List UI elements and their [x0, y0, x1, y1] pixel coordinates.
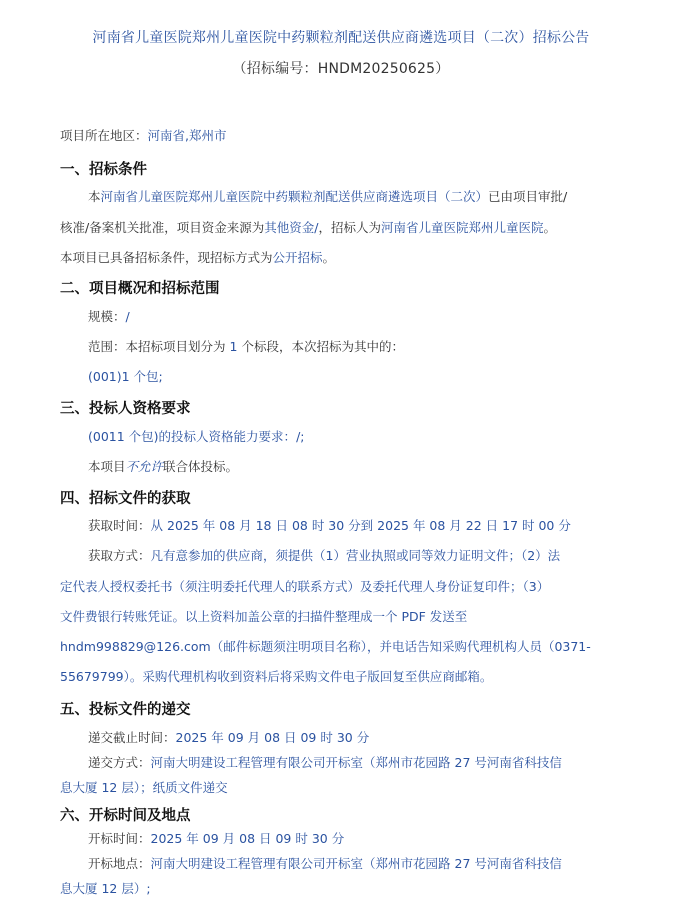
section-heading-bidding-conditions: 一、招标条件 — [60, 162, 147, 178]
text: 。 — [543, 220, 556, 235]
opening-place-label: 开标地点： — [88, 856, 151, 871]
range-line — [88, 339, 404, 355]
section-heading-document-acquisition: 四、招标文件的获取 — [60, 491, 191, 507]
funding-source: 其他资金/ — [264, 220, 319, 235]
section-heading-project-overview: 二、项目概况和招标范围 — [60, 281, 220, 297]
scale-value: / — [125, 309, 130, 324]
text: 本项目 — [88, 459, 126, 474]
time-label: 获取时间： — [88, 518, 151, 533]
method-text: 河南大明建设工程管理有限公司开标室（郑州市花园路 27 号河南省科技信 — [150, 755, 562, 770]
deadline-label: 递交截止时间： — [88, 730, 176, 745]
text: 已由项目审批/ — [488, 189, 568, 204]
acquisition-method-line-5: 55679799）。采购代理机构收到资料后将采购文件电子版回复至供应商邮箱。 — [60, 669, 493, 684]
bid-number: （招标编号：HNDM20250625） — [232, 61, 450, 77]
bidding-method: 公开招标 — [272, 250, 323, 265]
acquisition-method-line-2: 定代表人授权委托书（须注明委托代理人的联系方式）及委托代理人身份证复印件；（3） — [60, 579, 550, 594]
submission-deadline-line — [88, 730, 369, 746]
tenderer-name: 河南省儿童医院郑州儿童医院 — [380, 220, 544, 235]
text: 联合体投标。 — [163, 459, 239, 474]
package-line: (001)1 个包; — [88, 369, 163, 384]
acquisition-method-line-4: hndm998829@126.com（邮件标题须注明项目名称），并电话告知采购代理机构人员（0371- — [60, 639, 591, 654]
joint-bid-line — [88, 459, 238, 475]
conditions-line-1 — [88, 189, 567, 205]
opening-time-label: 开标时间： — [88, 831, 151, 846]
text: 本项目已具备招标条件，现招标方式为 — [60, 250, 273, 265]
text: 范围：本招标项目划分为 — [88, 339, 226, 354]
opening-time-line — [88, 831, 344, 847]
acquisition-method-line-1 — [88, 548, 560, 564]
submission-method-line-2: 息大厦 12 层）；纸质文件递交 — [60, 780, 228, 795]
scale-label: 规模： — [88, 309, 126, 324]
opening-place-line-1 — [88, 856, 562, 872]
section-heading-bid-submission: 五、投标文件的递交 — [60, 702, 191, 718]
project-name: 河南省儿童医院郑州儿童医院中药颗粒剂配送供应商遴选项目（二次） — [100, 189, 489, 204]
text: 个标段，本次招标为其中的： — [241, 339, 404, 354]
location-value: 河南省,郑州市 — [147, 128, 227, 143]
method-label: 获取方式： — [88, 548, 151, 563]
opening-time-value: 2025 年 09 月 08 日 09 时 30 分 — [150, 831, 345, 846]
package-ref: (0011 个包) — [88, 429, 159, 444]
time-value: 从 2025 年 08 月 18 日 08 时 30 分到 2025 年 08 月 22 日 17 时 00 分 — [150, 518, 571, 533]
project-location — [60, 128, 227, 144]
submission-method-line-1 — [88, 755, 562, 771]
text: 。 — [322, 250, 336, 265]
section-heading-bidder-qualification: 三、投标人资格要求 — [60, 401, 191, 417]
conditions-line-3 — [60, 250, 335, 266]
acquisition-method-line-3: 文件费银行转账凭证。以上资料加盖公章的扫描件整理成一个 PDF 发送至 — [60, 609, 468, 624]
acquisition-time-line — [88, 518, 571, 534]
opening-place-text: 河南大明建设工程管理有限公司开标室（郑州市花园路 27 号河南省科技信 — [150, 856, 562, 871]
section-heading-bid-opening: 六、开标时间及地点 — [60, 808, 191, 824]
conditions-line-2 — [60, 220, 556, 236]
joint-bid-status: 不允许 — [125, 459, 164, 474]
text: 的投标人资格能力要求： — [158, 429, 297, 444]
lot-count: 1 — [229, 339, 238, 354]
qualification-line — [88, 429, 305, 445]
deadline-value: 2025 年 09 月 08 日 09 时 30 分 — [175, 730, 370, 745]
text: 本 — [88, 189, 101, 204]
scale-line — [88, 309, 130, 325]
location-label: 项目所在地区： — [60, 128, 148, 143]
text: ，招标人为 — [318, 220, 381, 235]
qualification-value: /; — [296, 429, 305, 444]
method-label: 递交方式： — [88, 755, 151, 770]
page-title: 河南省儿童医院郑州儿童医院中药颗粒剂配送供应商遴选项目（二次）招标公告 — [92, 30, 590, 46]
text: 核准/备案机关批准，项目资金来源为 — [60, 220, 265, 235]
method-text: 凡有意参加的供应商，须提供（1）营业执照或同等效力证明文件；（2）法 — [150, 548, 561, 563]
opening-place-line-2: 息大厦 12 层）; — [60, 881, 151, 896]
